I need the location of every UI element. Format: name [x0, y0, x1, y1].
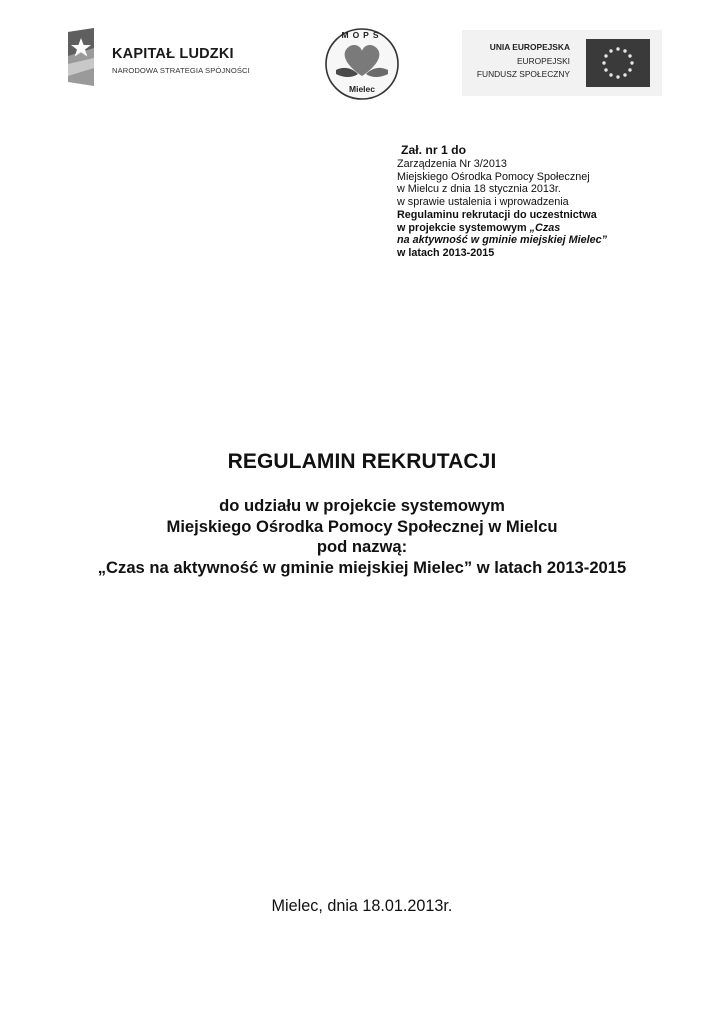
annex-reference: [397, 143, 697, 260]
annex-line: w latach 2013-2015: [397, 246, 495, 259]
eu-logo-line2: EUROPEJSKI: [516, 56, 570, 66]
annex-line: [397, 234, 697, 247]
kapital-ludzki-title: KAPITAŁ LUDZKI: [112, 46, 234, 62]
mops-logo-top-text: MOPS: [341, 30, 383, 40]
mops-logo-city: Mielec: [349, 84, 375, 94]
annex-line: Zarządzenia Nr 3/2013: [397, 158, 507, 170]
eu-logo-line1: UNIA EUROPEJSKA: [489, 42, 570, 52]
subtitle-line: „Czas na aktywność w gminie miejskiej Mielec” w latach 2013-2015: [97, 557, 627, 577]
mops-logo: [322, 26, 402, 102]
annex-line-part: na aktywność w gminie miejskiej Mielec”: [397, 234, 608, 247]
subtitle-line: do udziału w projekcie systemowym: [219, 496, 505, 515]
document-subtitle: [0, 496, 724, 578]
eu-efs-logo: [462, 30, 662, 96]
eu-logo-line3: FUNDUSZ SPOŁECZNY: [476, 69, 570, 79]
subtitle-line: pod nazwą:: [316, 537, 408, 557]
annex-line-part: „Czas: [529, 221, 561, 234]
document-title: REGULAMIN REKRUTACJI: [227, 450, 497, 473]
annex-line: Miejskiego Ośrodka Pomocy Społecznej: [397, 170, 590, 183]
subtitle-line: Miejskiego Ośrodka Pomocy Społecznej w Mielcu: [166, 516, 558, 536]
annex-line: [397, 222, 697, 235]
annex-heading: Zał. nr 1 do: [401, 143, 467, 157]
kapital-ludzki-subtitle: NARODOWA STRATEGIA SPÓJNOŚCI: [112, 66, 250, 75]
annex-line: w sprawie ustalenia i wprowadzenia: [397, 196, 569, 209]
annex-line-part: w projekcie systemowym: [397, 221, 530, 234]
eu-flag-icon: [586, 39, 650, 87]
place-date: Mielec, dnia 18.01.2013r.: [271, 897, 453, 915]
annex-line: Regulaminu rekrutacji do uczestnictwa: [397, 208, 597, 221]
annex-line: w Mielcu z dnia 18 stycznia 2013r.: [397, 183, 561, 196]
star-mark-icon: [64, 28, 98, 86]
kapital-ludzki-logo: [62, 26, 262, 90]
